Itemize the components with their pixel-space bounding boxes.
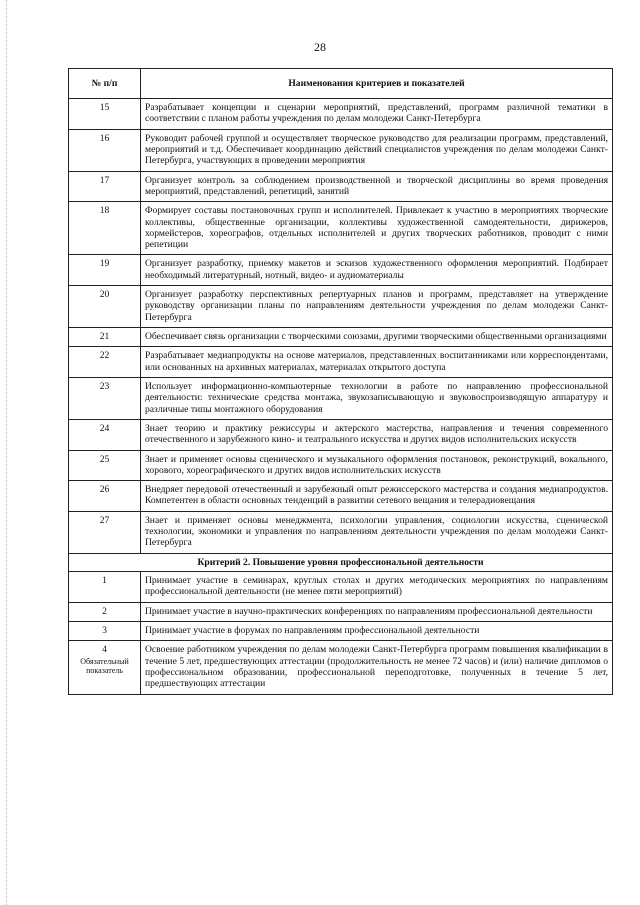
row-number — [69, 255, 141, 286]
row-number — [69, 572, 141, 603]
table-row — [69, 129, 613, 171]
row-text: Организует контроль за соблюдением производственной и творческой дисциплины во время проведения мероприятий, представлений, репетиций, занятий — [141, 171, 613, 202]
row-text: Принимает участие в форумах по направлениям профессиональной деятельности — [141, 621, 613, 640]
row-text: Знает теорию и практику режиссуры и актерского мастерства, направления и течения современного отечественного и зарубежного кино- и театрального искусства и других видов исполнительских искусств — [141, 419, 613, 450]
table-row — [69, 377, 613, 419]
criterion-2-rows — [69, 553, 613, 694]
table-row — [69, 572, 613, 603]
row-number — [69, 202, 141, 255]
row-text: Освоение работником учреждения по делам молодежи Санкт-Петербурга программ повышения квалификации в течение 5 лет, предшествующих аттестации (продолжительность не менее 72 часов) и (или) наличие дипломов о профессиональном образовании, профессиональной переподготовке, полученных в течение 5 лет, предшествующих аттестации — [141, 641, 613, 694]
row-text: Знает и применяет основы менеджмента, психологии управления, социологии искусства, сценической технологии, экономики и управления по направлениям деятельности учреждения по делам молодежи Санкт-Петербурга — [141, 511, 613, 553]
row-number-text: 4 — [102, 644, 107, 656]
row-number — [69, 511, 141, 553]
row-text: Обеспечивает связь организации с творческими союзами, другими творческими общественными организациями — [141, 328, 613, 347]
table-row — [69, 621, 613, 640]
table-row — [69, 641, 613, 694]
row-number-text: 2 — [102, 605, 107, 617]
criteria-table — [68, 68, 613, 695]
section-header-row — [69, 553, 613, 571]
table-row — [69, 419, 613, 450]
row-number-text: 19 — [99, 258, 110, 270]
table-row — [69, 481, 613, 512]
table-row — [69, 255, 613, 286]
row-text: Руководит рабочей группой и осуществляет творческое руководство для реализации программ, представлений, мероприятий и т.д. Обеспечивает координацию действий специалистов учреждения по делам молодежи Санкт-Петербурга, участвующих в проведении мероприятия — [141, 129, 613, 171]
table-row — [69, 328, 613, 347]
row-number-text: 16 — [99, 132, 110, 144]
row-number — [69, 481, 141, 512]
row-text: Организует разработку, приемку макетов и эскизов художественного оформления мероприятий. Подбирает необходимый литературный, нотный, видео- и аудиоматериалы — [141, 255, 613, 286]
row-number-text: 27 — [99, 514, 110, 526]
row-number — [69, 602, 141, 621]
row-number-text: 17 — [99, 174, 110, 186]
row-number-text: 23 — [99, 380, 110, 392]
table-row — [69, 171, 613, 202]
row-number — [69, 129, 141, 171]
row-text: Формирует составы постановочных групп и исполнителей. Привлекает к участию в мероприятиях творческие коллективы, общественные организации, коллективы художественной самодеятельности, дирижеров, хормейстеров, хореографов, отдельных исполнителей и других творческих работников, проводит с ними репетиции — [141, 202, 613, 255]
row-number — [69, 347, 141, 378]
row-text: Внедряет передовой отечественный и зарубежный опыт режиссерского мастерства и создания медиапродуктов. Компетентен в области основных тенденций в развитии сетевого вещания и телерадиовещания — [141, 481, 613, 512]
row-text: Организует разработку перспективных репертуарных планов и программ, представляет на утверждение руководству организации планы по направлениям деятельности учреждения по делам молодежи Санкт-Петербурга — [141, 286, 613, 328]
table-row — [69, 286, 613, 328]
table-row — [69, 347, 613, 378]
table-row — [69, 99, 613, 130]
row-number-text: 3 — [102, 624, 107, 636]
row-number — [69, 641, 141, 694]
row-number-text: 20 — [99, 289, 110, 301]
row-number — [69, 450, 141, 481]
table-row — [69, 511, 613, 553]
criteria-rows — [69, 99, 613, 554]
table-row — [69, 202, 613, 255]
row-number — [69, 286, 141, 328]
table-row — [69, 450, 613, 481]
row-text: Разрабатывает медиапродукты на основе материалов, представленных воспитанниками или корреспондентами, или основанных на архивных материалах, материалах открытого доступа — [141, 347, 613, 378]
row-number-text: 24 — [99, 422, 110, 434]
row-text: Принимает участие в семинарах, круглых столах и других методических мероприятиях по направлениям профессиональной деятельности (не менее пяти мероприятий) — [141, 572, 613, 603]
row-number — [69, 328, 141, 347]
row-text: Принимает участие в научно-практических конференциях по направлениям профессиональной деятельности — [141, 602, 613, 621]
row-number — [69, 99, 141, 130]
row-note: Обязательный показатель — [80, 656, 129, 675]
row-number — [69, 419, 141, 450]
row-number — [69, 171, 141, 202]
row-number-text: 22 — [99, 350, 110, 362]
section-title: Критерий 2. Повышение уровня профессиональной деятельности — [69, 553, 613, 571]
header-name: Наименования критериев и показателей — [141, 69, 613, 99]
row-number-text: 25 — [99, 453, 110, 465]
row-number — [69, 377, 141, 419]
row-number-text: 26 — [99, 484, 110, 496]
binding-margin-line — [6, 0, 8, 905]
row-number-text: 21 — [99, 331, 110, 342]
row-number — [69, 621, 141, 640]
page-number: 28 — [314, 40, 326, 54]
row-number-text: 18 — [99, 205, 110, 217]
row-number-text: 15 — [99, 102, 110, 113]
table-row — [69, 602, 613, 621]
row-number-text: 1 — [102, 575, 107, 586]
row-text: Знает и применяет основы сценического и музыкального оформления постановок, реконструкций, вокального, хорового, хореографического и других видов исполнительских искусств — [141, 450, 613, 481]
header-num: № п/п — [69, 69, 141, 99]
row-text: Использует информационно-компьютерные технологии в работе по направлению профессиональной деятельности: технические средства монтажа, звукозаписывающую и звуковоспроизводящую аппаратуру и различные типы монтажного оборудования — [141, 377, 613, 419]
row-text: Разрабатывает концепции и сценарии мероприятий, представлений, программ различной тематики в соответствии с планом работы учреждения по делам молодежи Санкт-Петербурга — [141, 99, 613, 130]
table-header-row — [69, 69, 613, 99]
